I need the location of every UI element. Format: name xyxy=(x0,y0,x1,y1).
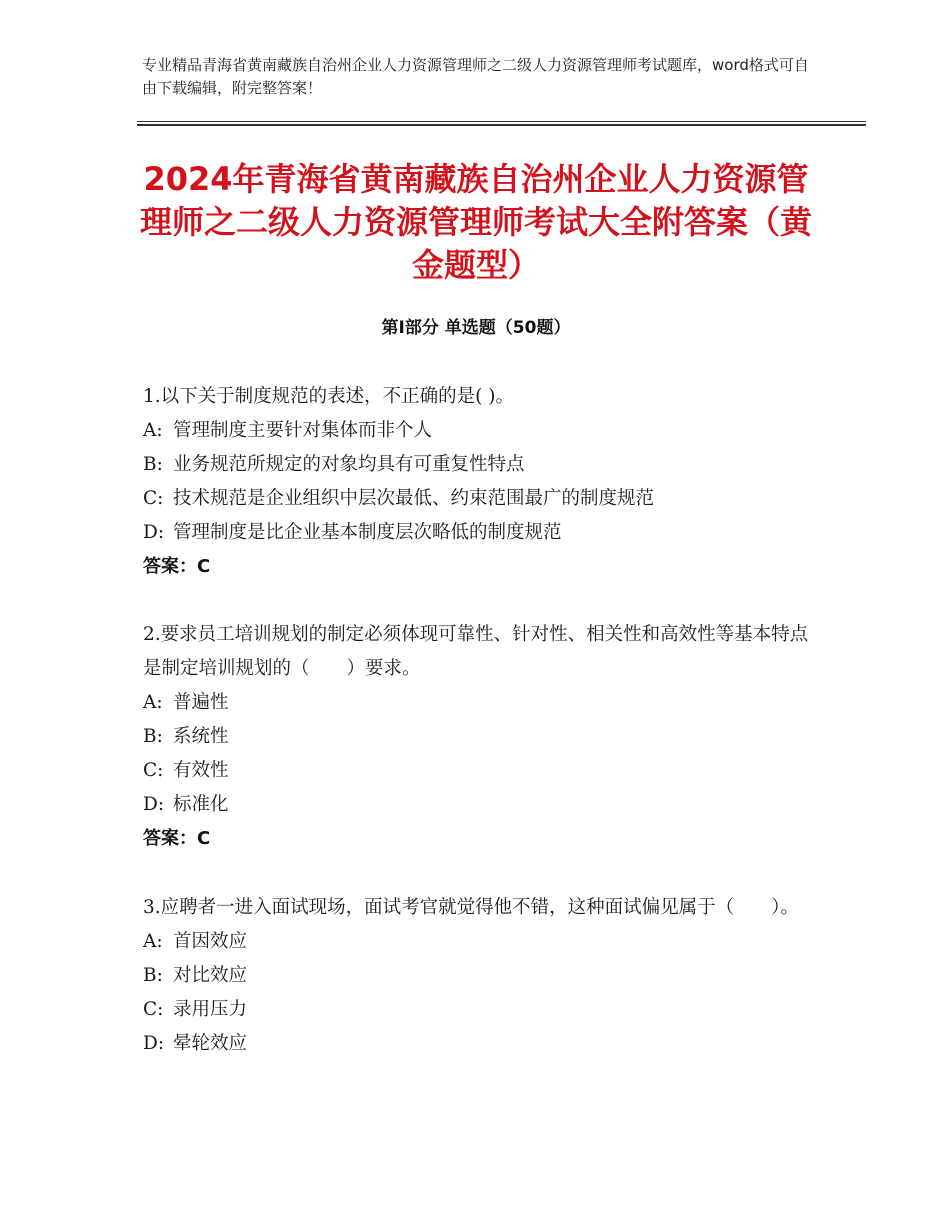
option-text: 对比效应 xyxy=(173,965,248,986)
option-letter: B: xyxy=(143,965,163,986)
header-note: 专业精品青海省黄南藏族自治州企业人力资源管理师之二级人力资源管理师考试题库，word格式可自由下载编辑，附完整答案！ xyxy=(142,56,809,97)
option-a xyxy=(143,925,823,959)
option-c xyxy=(143,754,823,788)
option-text: 有效性 xyxy=(173,760,229,781)
option-letter: C: xyxy=(143,760,164,781)
option-letter: C: xyxy=(143,488,164,509)
option-text: 首因效应 xyxy=(173,931,248,952)
option-letter: B: xyxy=(143,454,163,475)
option-letter: D: xyxy=(143,794,165,815)
header-divider xyxy=(137,121,866,122)
option-text: 业务规范所规定的对象均具有可重复性特点 xyxy=(173,454,525,475)
option-text: 录用压力 xyxy=(173,999,248,1020)
option-letter: A: xyxy=(143,420,163,441)
question-stem: 1.以下关于制度规范的表述，不正确的是( )。 xyxy=(143,386,514,407)
answer: 答案：C xyxy=(143,556,211,577)
section-title: 第Ⅰ部分 单选题（50题） xyxy=(381,318,571,338)
option-letter: B: xyxy=(143,726,163,747)
option-text: 标准化 xyxy=(173,794,229,815)
option-text: 技术规范是企业组织中层次最低、约束范围最广的制度规范 xyxy=(173,488,655,509)
option-a xyxy=(143,686,823,720)
option-text: 管理制度主要针对集体而非个人 xyxy=(173,420,433,441)
option-b xyxy=(143,959,823,993)
question-stem: 2.要求员工培训规划的制定必须体现可靠性、针对性、相关性和高效性等基本特点是制定培训规划的（ ）要求。 xyxy=(143,624,809,679)
option-letter: D: xyxy=(143,1033,165,1054)
option-letter: C: xyxy=(143,999,164,1020)
option-d xyxy=(143,788,823,822)
question-3 xyxy=(143,891,823,1061)
option-d xyxy=(143,516,823,550)
option-a xyxy=(143,414,823,448)
option-text: 普遍性 xyxy=(173,692,229,713)
document-title: 2024年青海省黄南藏族自治州企业人力资源管理师之二级人力资源管理师考试大全附答案（黄金题型） xyxy=(140,160,813,284)
header-divider-thick xyxy=(137,124,866,126)
option-c xyxy=(143,482,823,516)
answer: 答案：C xyxy=(143,828,211,849)
option-b xyxy=(143,720,823,754)
option-b xyxy=(143,448,823,482)
option-text: 管理制度是比企业基本制度层次略低的制度规范 xyxy=(173,522,562,543)
option-text: 系统性 xyxy=(173,726,229,747)
question-stem: 3.应聘者一进入面试现场，面试考官就觉得他不错，这种面试偏见属于（ ）。 xyxy=(143,897,799,918)
option-d xyxy=(143,1027,823,1061)
question-2 xyxy=(143,618,823,856)
question-1 xyxy=(143,380,823,584)
option-c xyxy=(143,993,823,1027)
option-letter: A: xyxy=(143,931,163,952)
option-letter: A: xyxy=(143,692,163,713)
option-text: 晕轮效应 xyxy=(173,1033,248,1054)
option-letter: D: xyxy=(143,522,165,543)
